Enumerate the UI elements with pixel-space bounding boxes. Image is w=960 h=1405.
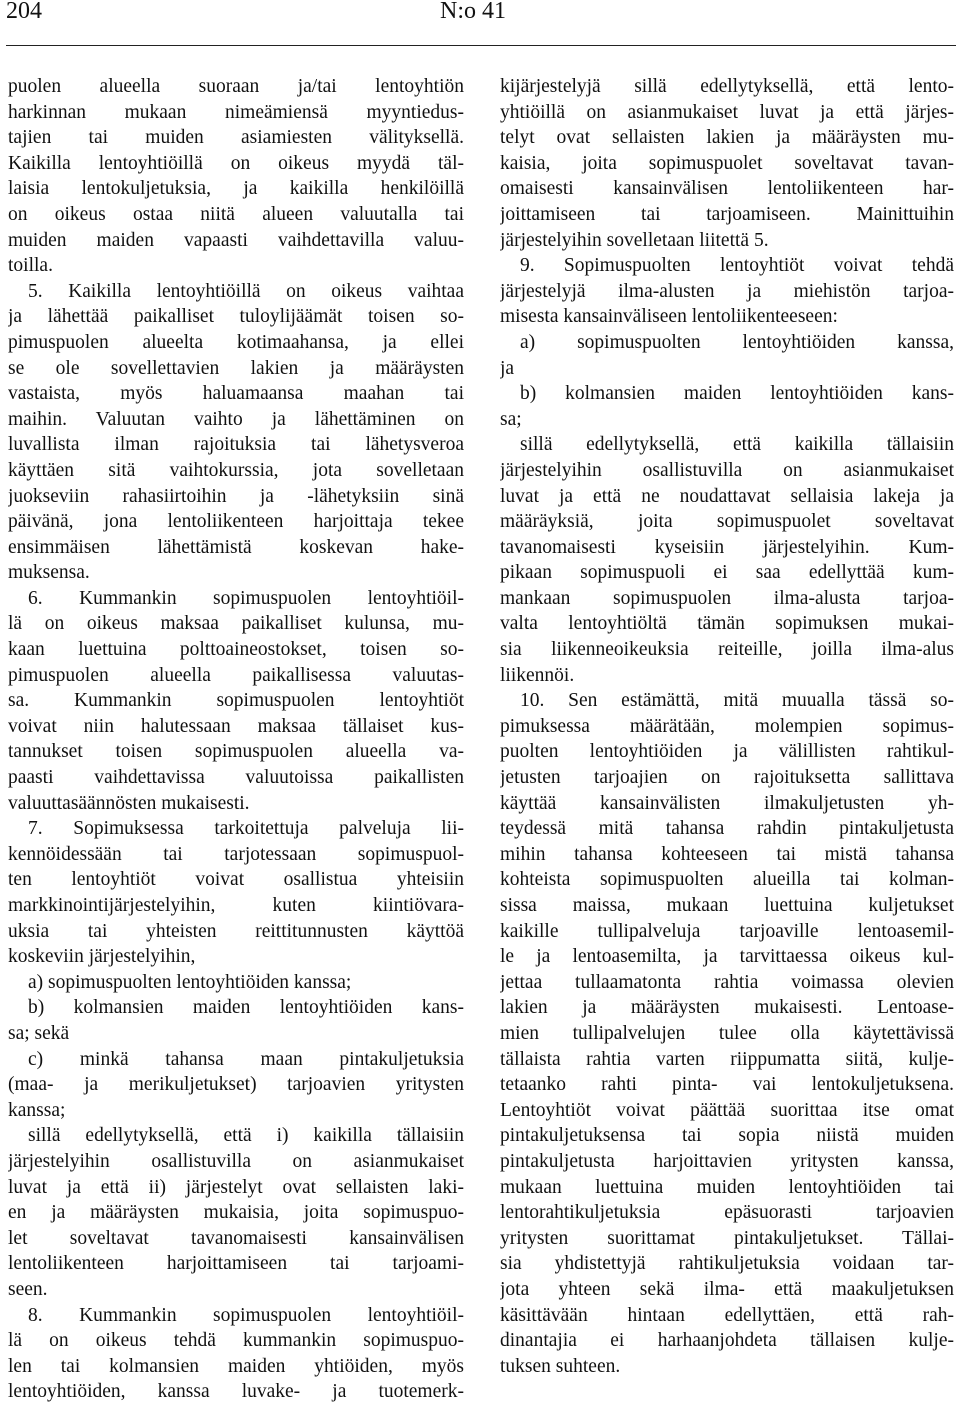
text-line: järjestelyihin osallistuvilla on asianmukaiset bbox=[500, 459, 954, 481]
text-line: tannukset toisen sopimuspuolen alueella va- bbox=[8, 741, 464, 763]
text-line: c) minkä tahansa maan pintakuljetuksia bbox=[28, 1048, 464, 1070]
text-line: b) kolmansien maiden lentoyhtiöiden kans- bbox=[520, 383, 954, 405]
text-line: jettaa tullaamatonta rahtia voimassa olevien bbox=[500, 971, 954, 993]
text-line: muksensa. bbox=[8, 562, 90, 584]
text-line: lä on oikeus maksaa paikalliset kulunsa, mu- bbox=[8, 613, 464, 635]
text-line: b) kolmansien maiden lentoyhtiöiden kans- bbox=[28, 997, 464, 1019]
text-line: 6. Kummankin sopimuspuolen lentoyhtiöil- bbox=[28, 587, 464, 609]
text-line: kohteista sopimuspuolten alueilla tai kolman- bbox=[500, 869, 954, 891]
text-line: Lentoyhtiöt voivat päättää suorittaa itse omat bbox=[500, 1099, 954, 1121]
text-line: se ole sovellettavien lakien ja määräysten bbox=[8, 357, 464, 379]
text-line: tajien tai muiden asiamiesten välityksellä. bbox=[8, 127, 464, 149]
text-line: käyttäen sitä vaihtokurssia, jota sovelletaan bbox=[8, 459, 464, 481]
text-line: yritysten suorittamat pintakuljetukset. Tällai- bbox=[500, 1227, 954, 1249]
text-line: maihin. Valuutan vaihto ja lähettäminen on bbox=[8, 408, 464, 430]
text-line: pintakuljetuksensa tai sopia niistä muiden bbox=[500, 1125, 954, 1147]
text-line: a) sopimuspuolten lentoyhtiöiden kanssa, bbox=[520, 331, 954, 353]
text-line: 9. Sopimuspuolten lentoyhtiöt voivat tehdä bbox=[520, 255, 954, 277]
text-line: kaisia, joita sopimuspuolet soveltavat tavan- bbox=[500, 152, 954, 174]
text-line: Kaikilla lentoyhtiöillä on oikeus myydä täl- bbox=[8, 152, 464, 174]
text-line: luvat ja että ne noudattavat sellaisia lakeja ja bbox=[500, 485, 954, 507]
text-line: 8. Kummankin sopimuspuolen lentoyhtiöil- bbox=[28, 1304, 464, 1326]
text-line: uksia tai yhteisten reittitunnusten käyttöä bbox=[8, 920, 464, 942]
text-line: sa; bbox=[500, 408, 522, 430]
text-line: puolten lentoyhtiöiden ja välillisten rahtikul- bbox=[500, 741, 954, 763]
text-line: järjestelyihin osallistuvilla on asianmukaiset bbox=[8, 1150, 464, 1172]
text-line: pimuspuolen alueella paikallisessa valuutas- bbox=[8, 664, 464, 686]
text-line: puolen alueella suoraan ja/tai lentoyhtiön bbox=[8, 76, 464, 97]
text-line: päivänä, jona lentoliikenteen harjoittaja tekee bbox=[8, 511, 464, 533]
left-text-column bbox=[8, 74, 464, 1405]
text-line: pikaan sopimuspuoli ei saa edellyttää kum- bbox=[500, 562, 954, 584]
text-line: jota yhteen sekä ilma- että maakuljetuksen bbox=[500, 1278, 954, 1300]
text-line: dinantajia ei harhaanjohdeta tällaisen kulje- bbox=[500, 1330, 954, 1352]
text-line: mankaan sopimuspuolen ilma-alusta tarjoa- bbox=[500, 587, 954, 609]
text-line: 5. Kaikilla lentoyhtiöillä on oikeus vaihtaa bbox=[28, 280, 464, 302]
text-line: liikennöi. bbox=[500, 664, 575, 686]
text-line: sa. Kummankin sopimuspuolen lentoyhtiöt bbox=[8, 690, 464, 712]
text-line: let soveltavat tavanomaisesti kansainvälisen bbox=[8, 1227, 464, 1249]
text-line: 10. Sen estämättä, mitä muualla tässä so- bbox=[520, 690, 954, 712]
text-line: yhtiöillä on asianmukaiset luvat ja että järjes- bbox=[500, 101, 954, 123]
text-line: on oikeus ostaa niitä alueen valuutalla tai bbox=[8, 203, 464, 225]
text-line: sissa maissa, mukaan luettuina kuljetukset bbox=[500, 895, 954, 916]
header-rule bbox=[6, 45, 956, 46]
text-line: tavanomaisesti kyseisiin järjestelyihin. Kum- bbox=[500, 536, 954, 558]
text-line: laisia lentokuljetuksia, ja kaikilla henkilöillä bbox=[8, 178, 464, 200]
text-line: valta lentoyhtiöltä tämän sopimuksen mukai- bbox=[500, 613, 954, 635]
page-number: 204 bbox=[6, 0, 42, 24]
text-line: seen. bbox=[8, 1278, 48, 1300]
text-line: jetusten tarjoajien on rajoituksetta sallittava bbox=[500, 767, 954, 789]
text-line: en ja määräysten mukaisia, joita sopimuspuo- bbox=[8, 1202, 464, 1224]
text-line: tuksen suhteen. bbox=[500, 1355, 621, 1377]
text-line: 7. Sopimuksessa tarkoitettuja palveluja lii- bbox=[28, 818, 464, 840]
text-line: misesta kansainväliseen lentoliikenteeseen: bbox=[500, 306, 838, 328]
text-line: mien tullipalvelujen tulee olla käytettävissä bbox=[500, 1022, 954, 1044]
text-line: pintakuljetusta harjoittavien yritysten kanssa, bbox=[500, 1150, 954, 1172]
text-line: tetaanko rahti pinta- vai lentokuljetuksena. bbox=[500, 1074, 954, 1096]
text-line: kennöidessään tai tarjotessaan sopimuspuol- bbox=[8, 843, 464, 865]
text-line: vastaista, myös haluamaansa maahan tai bbox=[8, 383, 464, 405]
text-line: luvat ja että ii) järjestelyt ovat sellaisten laki- bbox=[8, 1176, 464, 1198]
text-line: mihin tahansa kohteeseen tai mistä tahansa bbox=[500, 843, 954, 865]
text-line: käyttää kansainvälisten ilmakuljetusten yh- bbox=[500, 792, 954, 814]
text-line: kanssa; bbox=[8, 1099, 66, 1121]
text-line: lä on oikeus tehdä kummankin sopimuspuo- bbox=[8, 1330, 464, 1352]
text-line: le ja lentoasemilta, ja tarvittaessa oikeus kul- bbox=[500, 946, 954, 968]
right-text-column bbox=[500, 74, 954, 1379]
text-line: muiden maiden vapaasti vaihdettavilla valuu- bbox=[8, 229, 464, 251]
text-line: omaisesti kansainvälisen lentoliikenteen har- bbox=[500, 178, 954, 200]
text-line: ten lentoyhtiöt voivat osallistua yhteisiin bbox=[8, 869, 464, 891]
text-line: järjestelyjä ilma-alusten ja miehistön tarjoa- bbox=[500, 280, 954, 302]
text-line: a) sopimuspuolten lentoyhtiöiden kanssa; bbox=[28, 971, 352, 993]
text-line: järjestelyihin sovelletaan liitettä 5. bbox=[500, 229, 769, 251]
text-line: ja lähettää paikalliset tuloylijäämät toisen so- bbox=[8, 306, 464, 328]
text-line: määräyksiä, joita sopimuspuolet soveltavat bbox=[500, 511, 954, 533]
text-line: koskeviin järjestelyihin, bbox=[8, 946, 196, 968]
text-line: ja bbox=[500, 357, 515, 379]
text-line: kaan luettuina polttoaineostokset, toisen so- bbox=[8, 639, 464, 661]
text-line: lakien ja määräysten mukaisesti. Lentoase- bbox=[500, 997, 954, 1019]
text-line: telyt ovat sellaisten lakien ja määräysten mu- bbox=[500, 127, 954, 149]
text-line: sa; sekä bbox=[8, 1022, 70, 1044]
issue-number: N:o 41 bbox=[440, 0, 506, 24]
text-line: pimuspuolen alueelta kotimaahansa, ja ellei bbox=[8, 331, 464, 353]
text-line: kaikille tullipalveluja tarjoaville lentoasemil- bbox=[500, 920, 954, 942]
text-line: voivat niin halutessaan maksaa tällaiset kus- bbox=[8, 715, 464, 737]
text-line: pimuksessa määrätään, molempien sopimus- bbox=[500, 715, 954, 737]
text-line: mukaan luettuina muiden lentoyhtiöiden tai bbox=[500, 1176, 954, 1198]
text-line: sia yhdistettyjä rahtikuljetuksia voidaan tar- bbox=[500, 1253, 954, 1275]
text-line: sia liikenneoikeuksia reiteille, joilla ilma-alus bbox=[500, 639, 954, 661]
text-line: teydessä mitä tahansa rahdin pintakuljetusta bbox=[500, 818, 954, 840]
text-line: lentorahtikuljetuksia epäsuorasti tarjoavien bbox=[500, 1202, 954, 1224]
text-line: harkinnan mukaan nimeämiensä myyntiedus- bbox=[8, 101, 464, 123]
text-line: sillä edellytyksellä, että kaikilla tällaisiin bbox=[520, 434, 954, 456]
text-line: luvallista ilman rajoituksia tai lähetysveroa bbox=[8, 434, 464, 456]
text-line: joittamiseen tai tarjoamiseen. Mainittuihin bbox=[500, 203, 954, 225]
text-line: markkinointijärjestelyihin, kuten kiintiövara- bbox=[8, 895, 464, 916]
text-line: lentoliikenteen harjoittamiseen tai tarjoami- bbox=[8, 1253, 464, 1275]
text-line: len tai kolmansien maiden yhtiöiden, myös bbox=[8, 1355, 464, 1377]
text-line: ensimmäisen lähettämistä koskevan hake- bbox=[8, 536, 464, 558]
text-line: kijärjestelyjä sillä edellytyksellä, että lento- bbox=[500, 76, 954, 97]
text-line: paasti vaihdettavissa valuutoissa paikallisten bbox=[8, 767, 464, 789]
text-line: valuuttasäännösten mukaisesti. bbox=[8, 792, 250, 814]
text-line: käsittävään hintaan edellyttäen, että rah- bbox=[500, 1304, 954, 1326]
text-line: juokseviin rahasiirtoihin ja -lähetyksiin sinä bbox=[8, 485, 464, 507]
text-line: toilla. bbox=[8, 255, 53, 277]
text-line: lentoyhtiöiden, kanssa luvake- ja tuotemerk- bbox=[8, 1381, 464, 1403]
text-line: sillä edellytyksellä, että i) kaikilla tällaisiin bbox=[28, 1125, 464, 1147]
text-line: tällaista rahtia varten riippumatta siitä, kulje- bbox=[500, 1048, 954, 1070]
text-line: (maa- ja merikuljetukset) tarjoavien yritysten bbox=[8, 1074, 464, 1096]
